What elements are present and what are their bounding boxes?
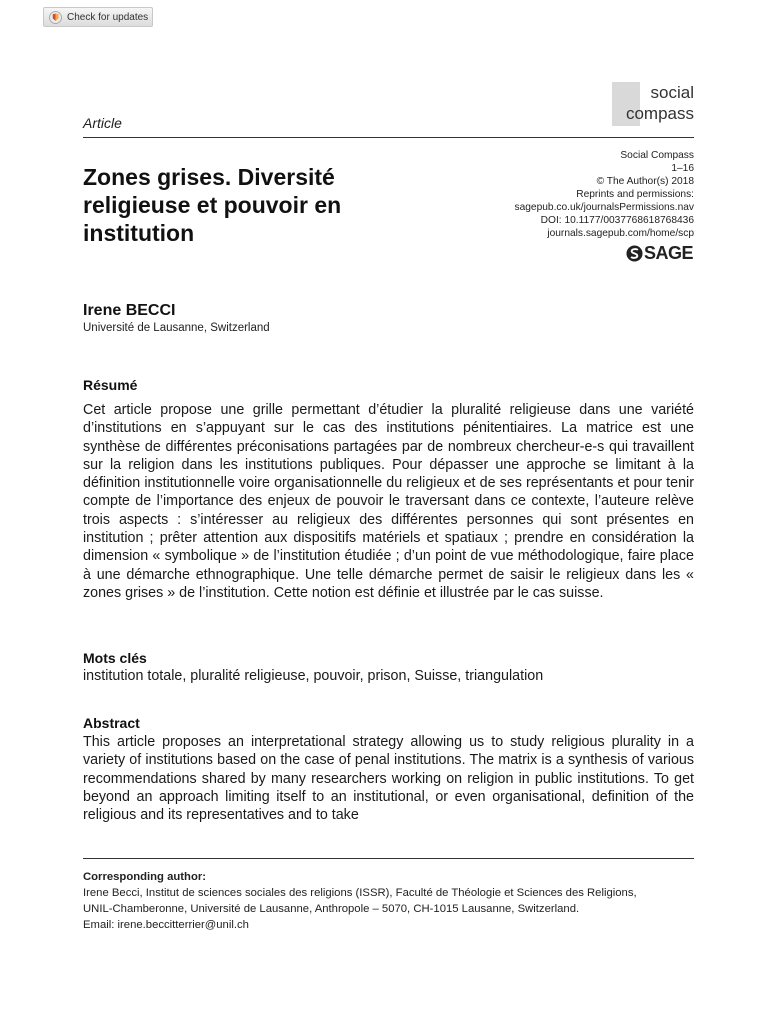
header-divider <box>83 137 694 138</box>
corresponding-email[interactable]: Email: irene.beccitterrier@unil.ch <box>83 919 249 931</box>
check-for-updates-button[interactable] <box>43 7 153 27</box>
author-name: Irene BECCI <box>83 302 176 319</box>
abstract-text: This article proposes an interpretational strategy allowing us to study religious plurality in a variety of institutions based on the case of penal institutions. The matrix is a synthesis of various recommendations shared by many researchers working on religion in public institutions. To get beyond an approach limiting itself to an institutional, or even organisational, definition of the religious and its representatives and to take <box>83 734 694 824</box>
corresponding-address-line1: Irene Becci, Institut de sciences sociales des religions (ISSR), Faculté de Théologie et Sciences des Religions, <box>83 887 637 899</box>
resume-text: Cet article propose une grille permettant d’étudier la pluralité religieuse dans une variété d’institutions en s’appuyant sur le cas des institutions pénitentiaires. La matrice est une synthèse de différentes préconisations partagées par de nombreux chercheur-e-s qui travaillent sur la religion dans les institutions publiques. Pour dépasser une approche se limitant à la définition institutionnelle voire organisationnelle du religieux et de ses représentants et pour tenir compte de l’importance des enjeux de pouvoir le traversant dans ce contexte, l’auteure relève trois aspects : s’intéresser au religieux des différentes personnes qui sont présentes en institution ; prêter attention aux dispositifs matériels et spatiaux ; prendre en considération la dimension « symbolique » de l’institution étudiée ; d’un point de vue méthodologique, faire place à une démarche ethnographique. Une telle démarche permet de saisir le religieux dans les « zones grises » de l’institution. Cette notion est définie et illustrée par le cas suisse. <box>83 402 694 601</box>
check-for-updates-icon <box>49 11 62 24</box>
check-for-updates-label: Check for updates <box>67 11 149 23</box>
corresponding-heading: Corresponding author: <box>83 871 207 883</box>
sage-logo-text: SAGE <box>644 242 694 263</box>
meta-copyright: © The Author(s) 2018 <box>596 176 694 187</box>
keywords-text: institution totale, pluralité religieuse, pouvoir, prison, Suisse, triangulation <box>83 668 544 684</box>
journal-logo-line2: compass <box>625 104 694 123</box>
meta-home-link[interactable]: journals.sagepub.com/home/scp <box>547 228 694 239</box>
sage-s-icon <box>626 245 643 262</box>
journal-logo <box>600 82 694 124</box>
abstract-heading: Abstract <box>83 715 140 731</box>
meta-doi[interactable]: DOI: 10.1177/0037768618768436 <box>540 215 694 226</box>
keywords-heading: Mots clés <box>83 650 147 666</box>
journal-logo-line1: social <box>650 83 694 102</box>
corresponding-address-line2: UNIL-Chamberonne, Université de Lausanne, Anthropole – 5070, CH-1015 Lausanne, Switzerland. <box>83 903 580 915</box>
author-affiliation: Université de Lausanne, Switzerland <box>83 322 270 334</box>
meta-pages: 1–16 <box>671 163 694 174</box>
footer-divider <box>83 858 694 859</box>
meta-reprints-link[interactable]: sagepub.co.uk/journalsPermissions.nav <box>514 202 694 213</box>
article-type: Article <box>83 115 122 131</box>
meta-reprints-label: Reprints and permissions: <box>576 189 694 200</box>
sage-logo <box>626 242 693 264</box>
journal-meta <box>470 149 694 240</box>
resume-heading: Résumé <box>83 377 138 393</box>
article-title: Zones grises. Diversité religieuse et pouvoir en institution <box>83 164 342 246</box>
corresponding-author <box>83 869 703 933</box>
meta-journal: Social Compass <box>620 150 694 161</box>
